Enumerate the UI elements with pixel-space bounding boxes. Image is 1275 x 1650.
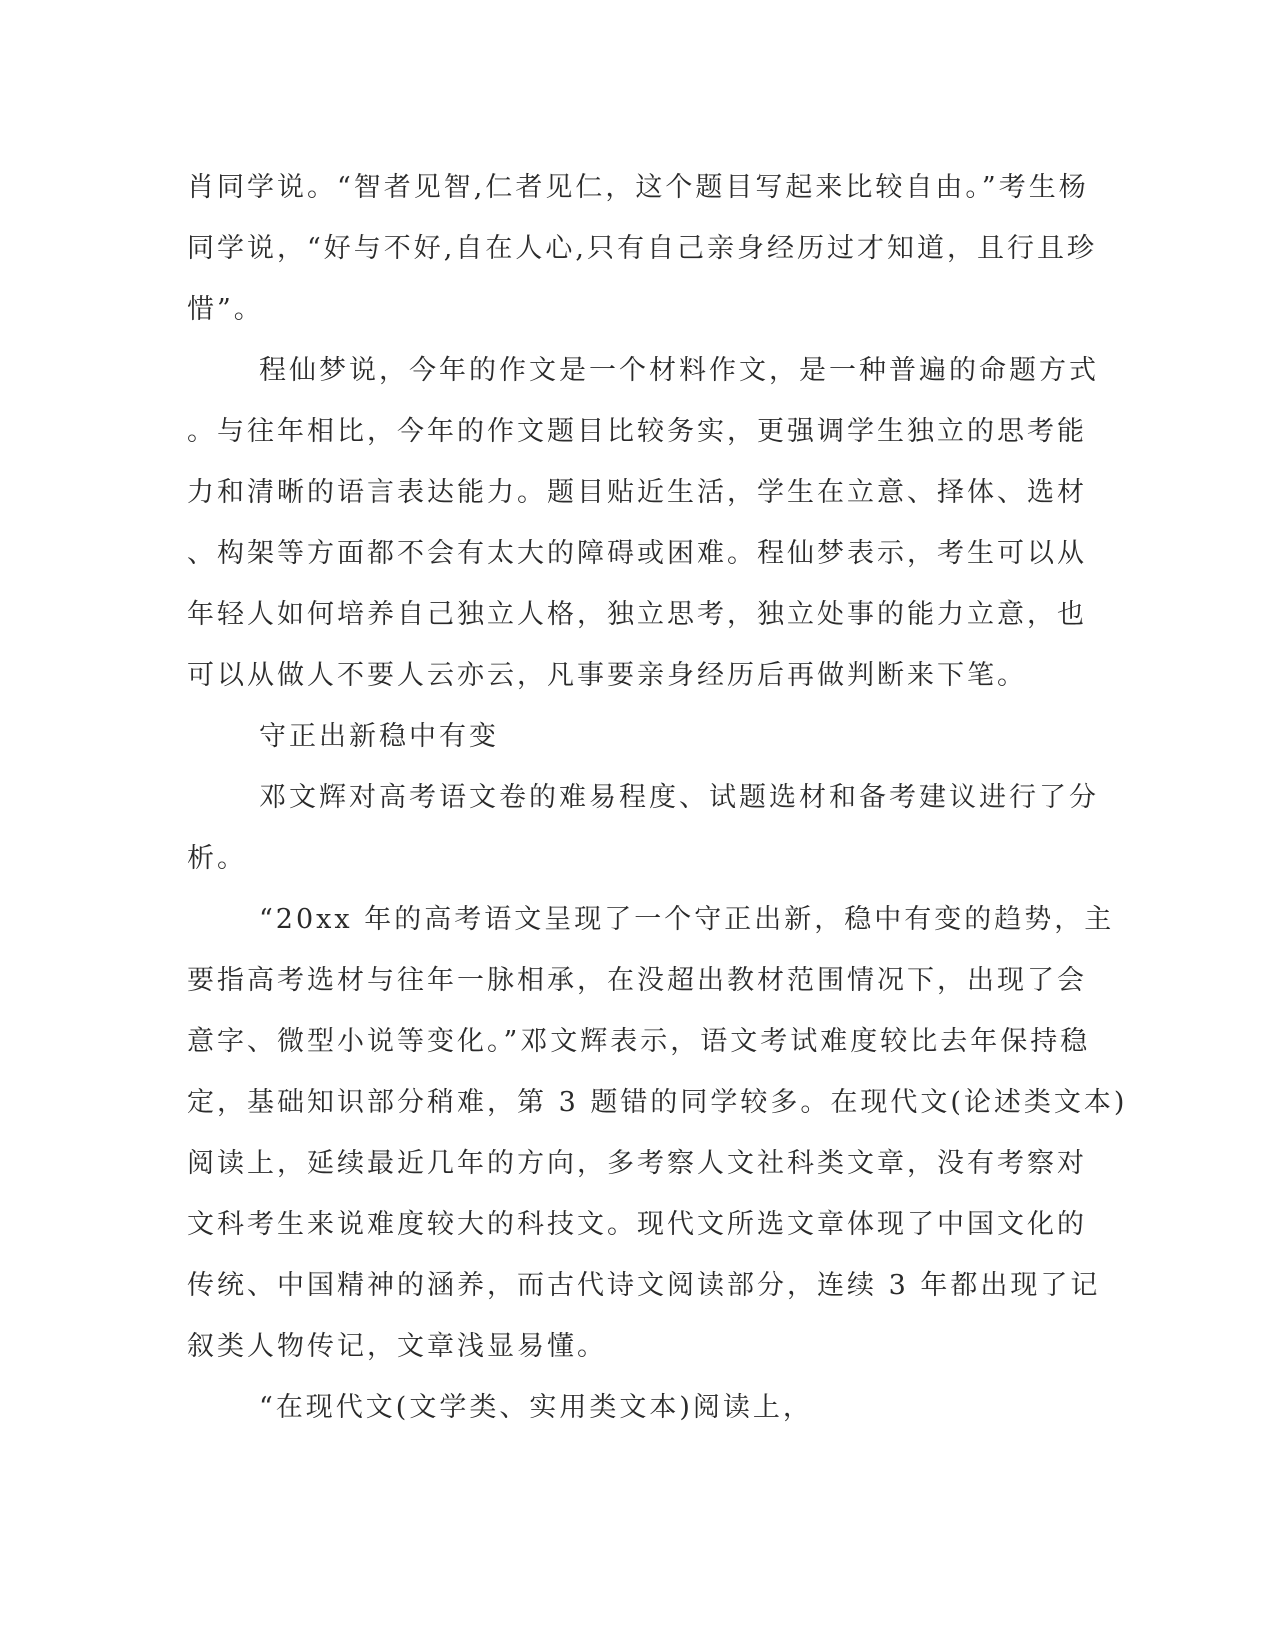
text-line: 可以从做人不要人云亦云，凡事要亲身经历后再做判断来下笔。 xyxy=(187,660,1027,691)
text-line: 阅读上，延续最近几年的方向，多考察人文社科类文章，没有考察对 xyxy=(187,1148,1087,1179)
text-line: 、构架等方面都不会有太大的障碍或困难。程仙梦表示，考生可以从 xyxy=(187,538,1087,569)
text-line: 意字、微型小说等变化。”邓文辉表示，语文考试难度较比去年保持稳 xyxy=(187,1026,1091,1057)
text-line: 文科考生来说难度较大的科技文。现代文所选文章体现了中国文化的 xyxy=(187,1209,1087,1240)
paragraph-start-line: “20xx 年的高考语文呈现了一个守正出新，稳中有变的趋势，主 xyxy=(259,904,1115,935)
text-line: 惜”。 xyxy=(187,294,264,325)
paragraph-start-line: 程仙梦说，今年的作文是一个材料作文，是一种普遍的命题方式 xyxy=(259,355,1099,386)
text-line: 同学说，“好与不好,自在人心,只有自己亲身经历过才知道，且行且珍 xyxy=(187,233,1097,264)
body-text xyxy=(187,157,1128,1438)
text-line: 要指高考选材与往年一脉相承，在没超出教材范围情况下，出现了会 xyxy=(187,965,1087,996)
paragraph-start-line: “在现代文(文学类、实用类文本)阅读上， xyxy=(259,1392,813,1423)
text-line: 传统、中国精神的涵养，而古代诗文阅读部分，连续 3 年都出现了记 xyxy=(187,1270,1101,1301)
section-heading: 守正出新稳中有变 xyxy=(259,721,499,752)
text-line: 。与往年相比，今年的作文题目比较务实，更强调学生独立的思考能 xyxy=(187,416,1087,447)
paragraph-start-line: 邓文辉对高考语文卷的难易程度、试题选材和备考建议进行了分 xyxy=(259,782,1099,813)
text-line: 肖同学说。“智者见智,仁者见仁，这个题目写起来比较自由。”考生杨 xyxy=(187,172,1089,203)
text-line: 力和清晰的语言表达能力。题目贴近生活，学生在立意、择体、选材 xyxy=(187,477,1087,508)
text-line: 年轻人如何培养自己独立人格，独立思考，独立处事的能力立意，也 xyxy=(187,599,1087,630)
text-line: 析。 xyxy=(187,843,247,874)
text-line: 定，基础知识部分稍难，第 3 题错的同学较多。在现代文(论述类文本) xyxy=(187,1087,1128,1118)
text-line: 叙类人物传记，文章浅显易懂。 xyxy=(187,1331,607,1362)
